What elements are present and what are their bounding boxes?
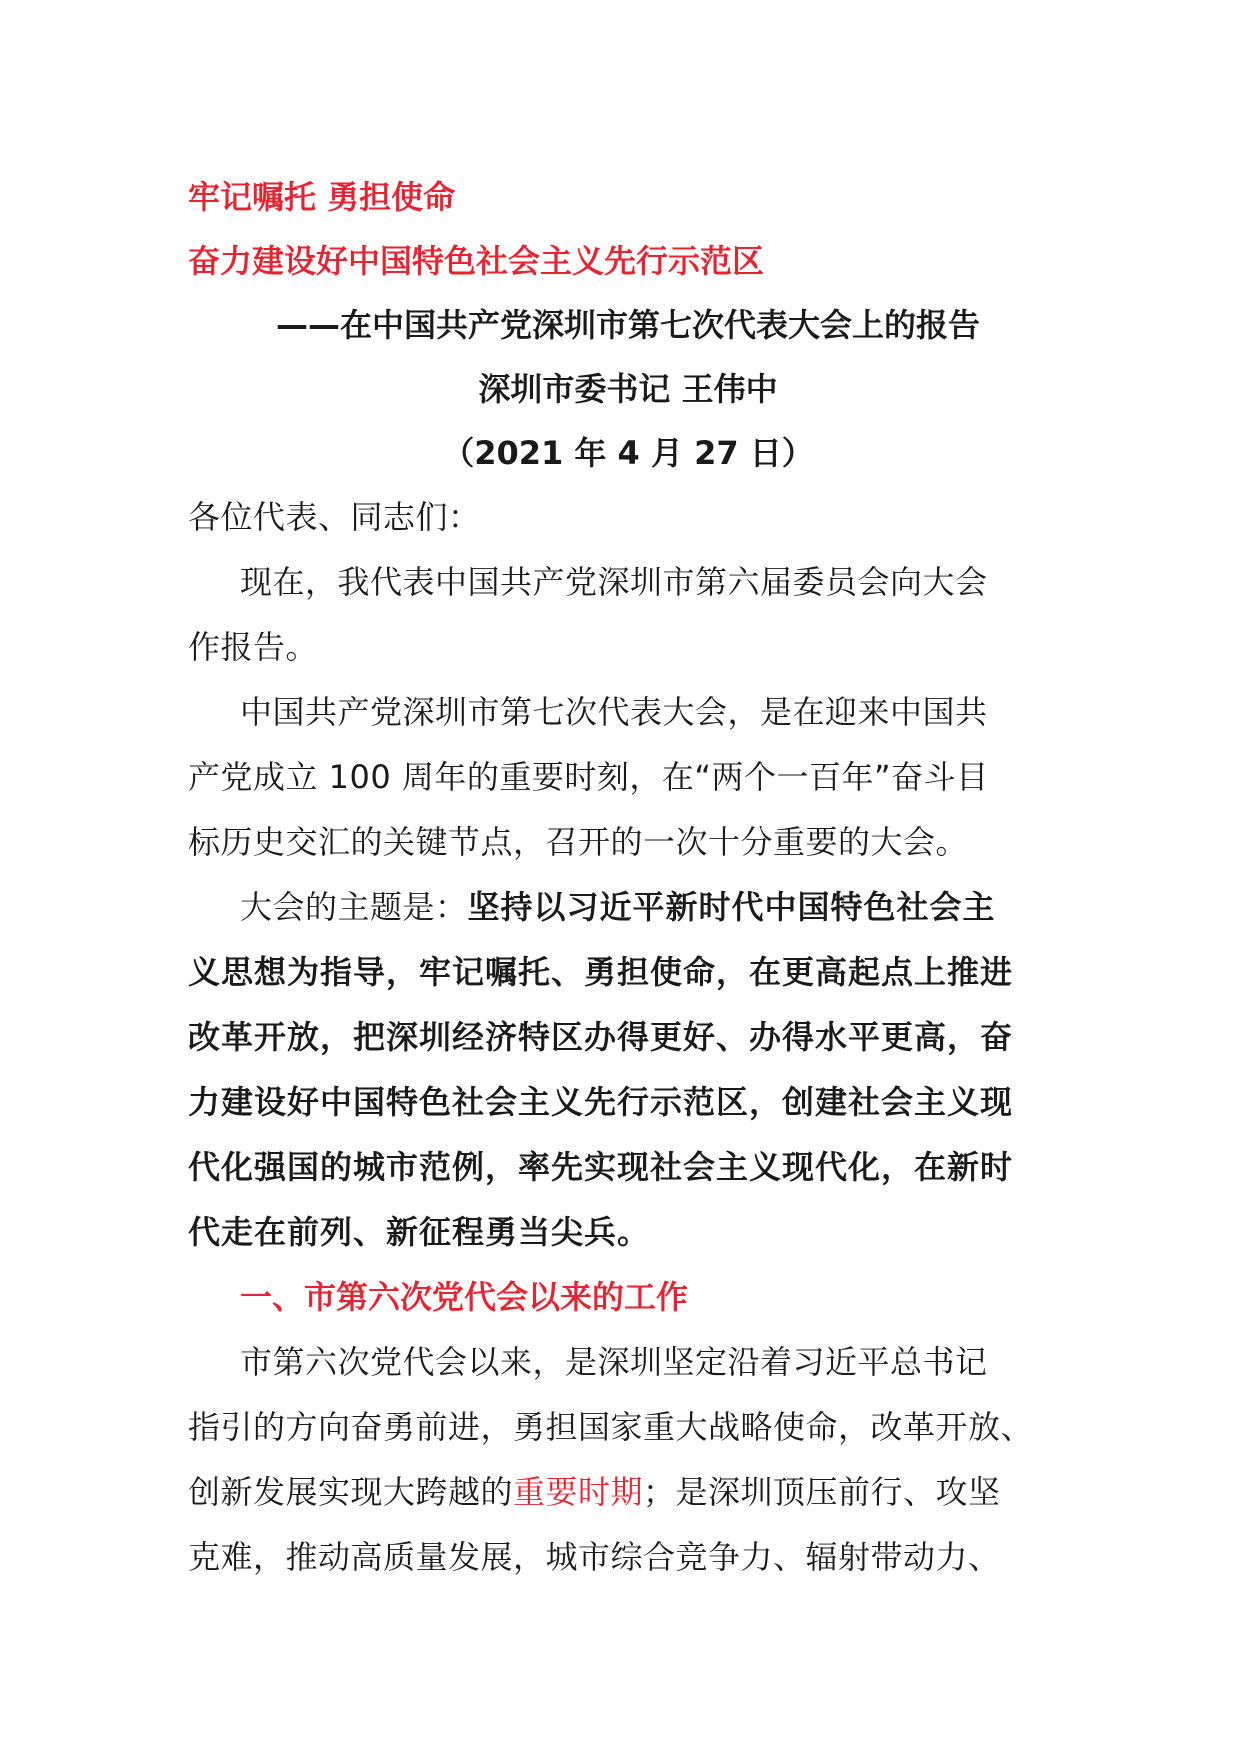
paragraph-4-line-4: 克难，推动高质量发展，城市综合竞争力、辐射带动力、 — [188, 1538, 1001, 1576]
paragraph-3-line-3: 改革开放，把深圳经济特区办得更好、办得水平更高，奋 — [188, 1018, 1014, 1056]
paragraph-2-line-1: 中国共产党深圳市第七次代表大会，是在迎来中国共 — [240, 693, 988, 731]
paragraph-1-line-1: 现在，我代表中国共产党深圳市第六届委员会向大会 — [240, 563, 988, 601]
paragraph-4-line-2: 指引的方向奋勇前进，勇担国家重大战略使命，改革开放、 — [188, 1408, 1034, 1446]
paragraph-2 — [188, 680, 1068, 875]
paragraph-2-line-3: 标历史交汇的关键节点，召开的一次十分重要的大会。 — [188, 823, 969, 861]
paragraph-3-line-1 — [188, 875, 1068, 940]
report-title-line-1: 牢记嘱托 勇担使命 — [188, 178, 456, 216]
salutation-text: 各位代表、同志们： — [188, 498, 481, 536]
report-title-line-2: 奋力建设好中国特色社会主义先行示范区 — [188, 242, 765, 280]
paragraph-1-line-2: 作报告。 — [188, 628, 319, 666]
theme-bold-text-start: 坚持以习近平新时代中国特色社会主 — [467, 888, 996, 926]
paragraph-3-line-4: 力建设好中国特色社会主义先行示范区，创建社会主义现 — [188, 1083, 1014, 1121]
report-subtitle: ——在中国共产党深圳市第七次代表大会上的报告 — [275, 306, 980, 344]
report-date: （2021 年 4 月 27 日） — [442, 434, 814, 472]
paragraph-4 — [188, 1330, 1068, 1590]
paragraph-3-line-2: 义思想为指导，牢记嘱托、勇担使命，在更高起点上推进 — [188, 953, 1014, 991]
highlighted-important-period: 重要时期 — [513, 1473, 644, 1511]
report-author: 深圳市委书记 王伟中 — [478, 370, 778, 408]
paragraph-4-line-1: 市第六次党代会以来，是深圳坚定沿着习近平总书记 — [240, 1343, 988, 1381]
paragraph-4-line-3-pre: 创新发展实现大跨越的 — [188, 1473, 514, 1511]
paragraph-4-line-3-post: ；是深圳顶压前行、攻坚 — [643, 1473, 1001, 1511]
salutation — [188, 485, 1068, 550]
theme-lead-text: 大会的主题是： — [240, 888, 468, 926]
paragraph-1 — [188, 550, 1068, 680]
paragraph-3-line-6: 代走在前列、新征程勇当尖兵。 — [188, 1213, 651, 1251]
section-1-heading: 一、市第六次党代会以来的工作 — [240, 1278, 689, 1316]
document-content — [188, 165, 1068, 1590]
paragraph-3-theme — [188, 875, 1068, 1265]
paragraph-3-line-5: 代化强国的城市范例，率先实现社会主义现代化，在新时 — [188, 1148, 1014, 1186]
paragraph-2-line-2: 产党成立 100 周年的重要时刻，在“两个一百年”奋斗目 — [188, 758, 989, 796]
paragraph-4-line-3 — [188, 1460, 1068, 1525]
